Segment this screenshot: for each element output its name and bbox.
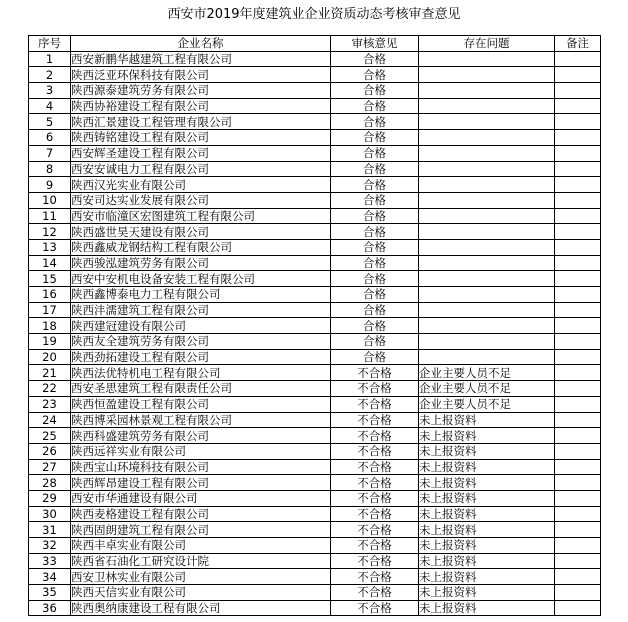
issue-cell — [419, 318, 555, 334]
issue-cell — [419, 177, 555, 193]
remark-cell — [555, 585, 601, 601]
serial-number-cell: 26 — [29, 443, 71, 459]
remark-cell — [555, 443, 601, 459]
review-opinion-cell: 合格 — [331, 334, 419, 350]
table-row — [29, 412, 601, 428]
remark-cell — [555, 67, 601, 83]
table-row — [29, 255, 601, 271]
review-opinion-cell: 合格 — [331, 271, 419, 287]
company-name-cell: 西安市临潼区宏图建筑工程有限公司 — [71, 208, 331, 224]
table-row — [29, 553, 601, 569]
company-name-cell: 陕西宝山环境科技有限公司 — [71, 459, 331, 475]
serial-number-cell: 3 — [29, 83, 71, 99]
serial-number-cell: 18 — [29, 318, 71, 334]
table-row — [29, 161, 601, 177]
issue-cell — [419, 239, 555, 255]
remark-cell — [555, 302, 601, 318]
company-name-cell: 西安卫林实业有限公司 — [71, 569, 331, 585]
remark-cell — [555, 318, 601, 334]
table-row — [29, 585, 601, 601]
review-opinion-cell: 不合格 — [331, 381, 419, 397]
serial-number-cell: 1 — [29, 51, 71, 67]
header-issues: 存在问题 — [419, 36, 555, 52]
review-opinion-cell: 合格 — [331, 83, 419, 99]
serial-number-cell: 27 — [29, 459, 71, 475]
issue-cell: 企业主要人员不足 — [419, 365, 555, 381]
table-row — [29, 381, 601, 397]
company-name-cell: 陕西天信实业有限公司 — [71, 585, 331, 601]
table-row — [29, 334, 601, 350]
table-row — [29, 428, 601, 444]
review-opinion-cell: 不合格 — [331, 443, 419, 459]
company-name-cell: 陕西泛亚环保科技有限公司 — [71, 67, 331, 83]
issue-cell: 未上报资料 — [419, 569, 555, 585]
company-name-cell: 陕西沣濡建筑工程有限公司 — [71, 302, 331, 318]
remark-cell — [555, 192, 601, 208]
remark-cell — [555, 365, 601, 381]
remark-cell — [555, 459, 601, 475]
review-opinion-cell: 不合格 — [331, 396, 419, 412]
company-name-cell: 西安司达实业发展有限公司 — [71, 192, 331, 208]
issue-cell — [419, 287, 555, 303]
review-opinion-cell: 合格 — [331, 302, 419, 318]
company-name-cell: 陕西建冠建设有限公司 — [71, 318, 331, 334]
review-opinion-cell: 合格 — [331, 318, 419, 334]
review-opinion-cell: 不合格 — [331, 412, 419, 428]
remark-cell — [555, 177, 601, 193]
review-opinion-cell: 不合格 — [331, 600, 419, 616]
review-opinion-cell: 不合格 — [331, 585, 419, 601]
serial-number-cell: 4 — [29, 98, 71, 114]
table-row — [29, 224, 601, 240]
table-row — [29, 459, 601, 475]
review-opinion-cell: 不合格 — [331, 553, 419, 569]
remark-cell — [555, 506, 601, 522]
issue-cell — [419, 192, 555, 208]
issue-cell: 未上报资料 — [419, 538, 555, 554]
table-body — [29, 51, 601, 616]
company-name-cell: 陕西固朗建筑工程有限公司 — [71, 522, 331, 538]
company-name-cell: 西安中安机电设备安装工程有限公司 — [71, 271, 331, 287]
table-row — [29, 569, 601, 585]
serial-number-cell: 5 — [29, 114, 71, 130]
review-opinion-cell: 不合格 — [331, 538, 419, 554]
header-company-name: 企业名称 — [71, 36, 331, 52]
table-row — [29, 271, 601, 287]
remark-cell — [555, 51, 601, 67]
table-row — [29, 349, 601, 365]
serial-number-cell: 21 — [29, 365, 71, 381]
table-row — [29, 490, 601, 506]
table-row — [29, 396, 601, 412]
remark-cell — [555, 224, 601, 240]
issue-cell — [419, 208, 555, 224]
review-opinion-cell: 合格 — [331, 130, 419, 146]
company-name-cell: 陕西丰卓实业有限公司 — [71, 538, 331, 554]
company-name-cell: 陕西友全建筑劳务有限公司 — [71, 334, 331, 350]
review-opinion-cell: 不合格 — [331, 506, 419, 522]
review-opinion-cell: 合格 — [331, 177, 419, 193]
remark-cell — [555, 98, 601, 114]
company-name-cell: 陕西汇景建设工程管理有限公司 — [71, 114, 331, 130]
review-opinion-cell: 合格 — [331, 224, 419, 240]
serial-number-cell: 36 — [29, 600, 71, 616]
review-opinion-cell: 合格 — [331, 67, 419, 83]
remark-cell — [555, 161, 601, 177]
issue-cell: 未上报资料 — [419, 475, 555, 491]
table-row — [29, 208, 601, 224]
remark-cell — [555, 349, 601, 365]
remark-cell — [555, 287, 601, 303]
company-name-cell: 陕西盛世昊天建设有限公司 — [71, 224, 331, 240]
issue-cell — [419, 302, 555, 318]
table-row — [29, 318, 601, 334]
review-opinion-cell: 合格 — [331, 239, 419, 255]
serial-number-cell: 9 — [29, 177, 71, 193]
remark-cell — [555, 569, 601, 585]
serial-number-cell: 8 — [29, 161, 71, 177]
table-row — [29, 145, 601, 161]
issue-cell: 未上报资料 — [419, 585, 555, 601]
serial-number-cell: 22 — [29, 381, 71, 397]
serial-number-cell: 19 — [29, 334, 71, 350]
serial-number-cell: 28 — [29, 475, 71, 491]
serial-number-cell: 35 — [29, 585, 71, 601]
issue-cell — [419, 224, 555, 240]
remark-cell — [555, 381, 601, 397]
company-name-cell: 陕西恒盈建设工程有限公司 — [71, 396, 331, 412]
serial-number-cell: 20 — [29, 349, 71, 365]
serial-number-cell: 23 — [29, 396, 71, 412]
serial-number-cell: 17 — [29, 302, 71, 318]
issue-cell: 企业主要人员不足 — [419, 381, 555, 397]
issue-cell — [419, 130, 555, 146]
serial-number-cell: 12 — [29, 224, 71, 240]
serial-number-cell: 32 — [29, 538, 71, 554]
issue-cell: 未上报资料 — [419, 412, 555, 428]
company-name-cell: 陕西鑫博泰电力工程有限公司 — [71, 287, 331, 303]
table-row — [29, 67, 601, 83]
remark-cell — [555, 130, 601, 146]
review-table — [28, 35, 601, 616]
remark-cell — [555, 428, 601, 444]
company-name-cell: 陕西博采园林景观工程有限公司 — [71, 412, 331, 428]
remark-cell — [555, 83, 601, 99]
review-opinion-cell: 合格 — [331, 208, 419, 224]
table-row — [29, 83, 601, 99]
issue-cell — [419, 51, 555, 67]
header-serial-number: 序号 — [29, 36, 71, 52]
serial-number-cell: 16 — [29, 287, 71, 303]
remark-cell — [555, 600, 601, 616]
issue-cell — [419, 271, 555, 287]
header-remarks: 备注 — [555, 36, 601, 52]
issue-cell — [419, 255, 555, 271]
remark-cell — [555, 553, 601, 569]
remark-cell — [555, 490, 601, 506]
table-row — [29, 51, 601, 67]
review-opinion-cell: 合格 — [331, 349, 419, 365]
remark-cell — [555, 239, 601, 255]
remark-cell — [555, 396, 601, 412]
remark-cell — [555, 255, 601, 271]
remark-cell — [555, 271, 601, 287]
serial-number-cell: 31 — [29, 522, 71, 538]
company-name-cell: 陕西源泰建筑劳务有限公司 — [71, 83, 331, 99]
review-opinion-cell: 合格 — [331, 192, 419, 208]
serial-number-cell: 24 — [29, 412, 71, 428]
table-row — [29, 538, 601, 554]
table-row — [29, 130, 601, 146]
review-opinion-cell: 不合格 — [331, 459, 419, 475]
company-name-cell: 西安圣思建筑工程有限责任公司 — [71, 381, 331, 397]
table-row — [29, 475, 601, 491]
serial-number-cell: 10 — [29, 192, 71, 208]
review-opinion-cell: 不合格 — [331, 522, 419, 538]
issue-cell: 企业主要人员不足 — [419, 396, 555, 412]
document-title: 西安市2019年度建筑业企业资质动态考核审查意见 — [167, 7, 461, 22]
issue-cell — [419, 334, 555, 350]
table-header-row — [29, 36, 601, 52]
table-row — [29, 287, 601, 303]
table-row — [29, 600, 601, 616]
issue-cell: 未上报资料 — [419, 522, 555, 538]
issue-cell — [419, 98, 555, 114]
issue-cell: 未上报资料 — [419, 443, 555, 459]
company-name-cell: 西安安诚电力工程有限公司 — [71, 161, 331, 177]
table-row — [29, 443, 601, 459]
table-row — [29, 192, 601, 208]
issue-cell — [419, 349, 555, 365]
serial-number-cell: 33 — [29, 553, 71, 569]
serial-number-cell: 2 — [29, 67, 71, 83]
remark-cell — [555, 145, 601, 161]
serial-number-cell: 13 — [29, 239, 71, 255]
table-row — [29, 239, 601, 255]
issue-cell: 未上报资料 — [419, 428, 555, 444]
issue-cell: 未上报资料 — [419, 600, 555, 616]
table-row — [29, 177, 601, 193]
review-opinion-cell: 合格 — [331, 114, 419, 130]
company-name-cell: 陕西协裕建设工程有限公司 — [71, 98, 331, 114]
company-name-cell: 陕西奥纳康建设工程有限公司 — [71, 600, 331, 616]
issue-cell — [419, 145, 555, 161]
serial-number-cell: 11 — [29, 208, 71, 224]
company-name-cell: 陕西法优特机电工程有限公司 — [71, 365, 331, 381]
serial-number-cell: 7 — [29, 145, 71, 161]
serial-number-cell: 29 — [29, 490, 71, 506]
table-row — [29, 114, 601, 130]
table-row — [29, 302, 601, 318]
company-name-cell: 西安新鹏华越建筑工程有限公司 — [71, 51, 331, 67]
company-name-cell: 陕西骏泓建筑劳务有限公司 — [71, 255, 331, 271]
remark-cell — [555, 522, 601, 538]
serial-number-cell: 30 — [29, 506, 71, 522]
table-row — [29, 506, 601, 522]
serial-number-cell: 6 — [29, 130, 71, 146]
issue-cell: 未上报资料 — [419, 506, 555, 522]
remark-cell — [555, 114, 601, 130]
company-name-cell: 西安市华通建设有限公司 — [71, 490, 331, 506]
company-name-cell: 陕西科盛建筑劳务有限公司 — [71, 428, 331, 444]
remark-cell — [555, 475, 601, 491]
company-name-cell: 陕西麦格建设工程有限公司 — [71, 506, 331, 522]
issue-cell — [419, 161, 555, 177]
review-opinion-cell: 不合格 — [331, 365, 419, 381]
issue-cell: 未上报资料 — [419, 490, 555, 506]
review-opinion-cell: 合格 — [331, 145, 419, 161]
table-row — [29, 365, 601, 381]
company-name-cell: 陕西省石油化工研究设计院 — [71, 553, 331, 569]
review-opinion-cell: 不合格 — [331, 475, 419, 491]
review-opinion-cell: 不合格 — [331, 490, 419, 506]
review-opinion-cell: 不合格 — [331, 569, 419, 585]
table-row — [29, 522, 601, 538]
review-opinion-cell: 合格 — [331, 98, 419, 114]
serial-number-cell: 15 — [29, 271, 71, 287]
company-name-cell: 陕西劲拓建设工程有限公司 — [71, 349, 331, 365]
serial-number-cell: 34 — [29, 569, 71, 585]
remark-cell — [555, 412, 601, 428]
company-name-cell: 陕西汉光实业有限公司 — [71, 177, 331, 193]
serial-number-cell: 25 — [29, 428, 71, 444]
company-name-cell: 西安辉圣建设工程有限公司 — [71, 145, 331, 161]
review-opinion-cell: 合格 — [331, 287, 419, 303]
issue-cell: 未上报资料 — [419, 459, 555, 475]
issue-cell — [419, 67, 555, 83]
issue-cell — [419, 114, 555, 130]
issue-cell: 未上报资料 — [419, 553, 555, 569]
review-opinion-cell: 合格 — [331, 161, 419, 177]
remark-cell — [555, 334, 601, 350]
remark-cell — [555, 538, 601, 554]
header-review-opinion: 审核意见 — [331, 36, 419, 52]
serial-number-cell: 14 — [29, 255, 71, 271]
review-opinion-cell: 合格 — [331, 51, 419, 67]
review-opinion-cell: 合格 — [331, 255, 419, 271]
company-name-cell: 陕西鑫威龙钢结构工程有限公司 — [71, 239, 331, 255]
table-row — [29, 98, 601, 114]
remark-cell — [555, 208, 601, 224]
company-name-cell: 陕西铸铭建设工程有限公司 — [71, 130, 331, 146]
company-name-cell: 陕西远祥实业有限公司 — [71, 443, 331, 459]
company-name-cell: 陕西辉昂建设工程有限公司 — [71, 475, 331, 491]
issue-cell — [419, 83, 555, 99]
review-opinion-cell: 不合格 — [331, 428, 419, 444]
